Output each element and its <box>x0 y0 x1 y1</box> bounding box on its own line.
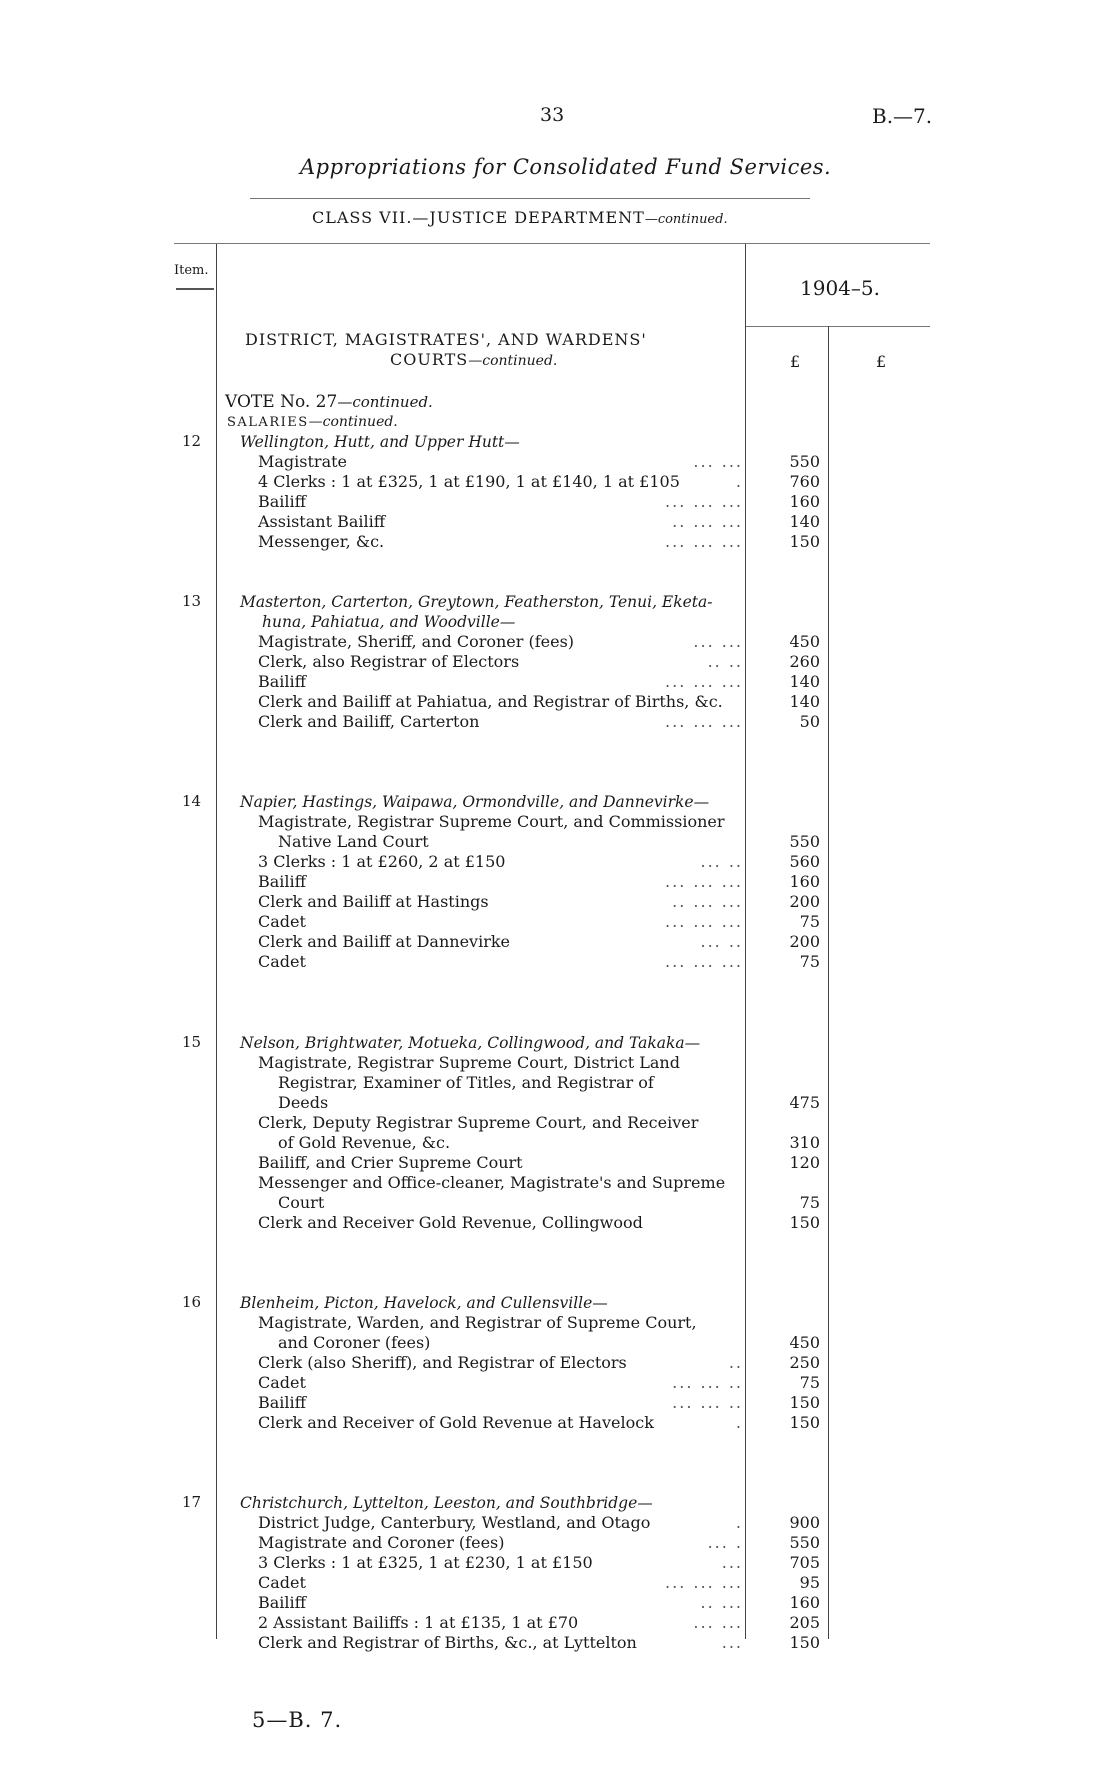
row-amount: 120 <box>789 1153 820 1172</box>
item-number: 16 <box>182 1293 202 1311</box>
leader-dots: ... ... .. <box>672 1393 743 1412</box>
row-amount: 450 <box>789 1333 820 1352</box>
salary-row <box>258 472 743 492</box>
row-amount: 560 <box>789 852 820 871</box>
leader-dots: .. ... ... <box>672 892 743 911</box>
row-text-continued: Deeds <box>278 1093 329 1112</box>
salary-row <box>258 452 743 472</box>
leader-dots: ... ... ... <box>665 712 743 731</box>
row-text: Bailiff <box>258 1393 307 1412</box>
salary-row-wrapped <box>258 812 743 852</box>
row-text: Bailiff <box>258 492 307 511</box>
row-amount: 75 <box>799 912 820 931</box>
signature-mark: 5—B. 7. <box>252 1708 343 1732</box>
row-text: Assistant Bailiff <box>258 512 386 531</box>
row-text: Clerk (also Sheriff), and Registrar of Electors <box>258 1353 627 1372</box>
leader-dots: ... ... ... <box>665 952 743 971</box>
salary-row <box>258 692 743 712</box>
leader-dots: ... ... ... <box>665 872 743 891</box>
salary-row <box>258 1513 743 1533</box>
leader-dots: .. ... ... <box>672 512 743 531</box>
pound-sign-amount: £ <box>790 352 801 371</box>
station-heading: Blenheim, Picton, Havelock, and Cullensville— <box>240 1294 608 1312</box>
row-amount: 140 <box>789 692 820 711</box>
station-heading <box>240 592 713 632</box>
row-amount: 900 <box>789 1513 820 1532</box>
year-heading: 1904–5. <box>800 276 880 300</box>
row-text: Clerk and Registrar of Births, &c., at Lyttelton <box>258 1633 637 1652</box>
row-amount: 250 <box>789 1353 820 1372</box>
item-number: 12 <box>182 432 202 450</box>
leader-dots: .. .. <box>707 652 743 671</box>
courts-heading-line1: DISTRICT, MAGISTRATES', AND WARDENS' <box>245 330 647 349</box>
salary-row <box>258 932 743 952</box>
salary-row <box>258 1393 743 1413</box>
row-amount: 160 <box>789 872 820 891</box>
salary-row <box>258 1213 743 1233</box>
leader-dots: ... ... <box>693 1613 743 1632</box>
leader-dots: ... .. <box>700 852 743 871</box>
row-amount: 205 <box>789 1613 820 1632</box>
row-amount: 475 <box>789 1093 820 1112</box>
leader-dots: ... ... ... <box>665 1573 743 1592</box>
row-text: Clerk and Bailiff at Pahiatua, and Registrar of Births, &c. <box>258 692 723 711</box>
row-amount: 150 <box>789 1213 820 1232</box>
row-amount: 310 <box>789 1133 820 1152</box>
class-title <box>312 208 728 227</box>
row-text: Cadet <box>258 912 306 931</box>
row-text: Magistrate <box>258 452 348 471</box>
salaries-label: SALARIES <box>227 415 309 430</box>
salary-row <box>258 872 743 892</box>
row-amount: 550 <box>789 1533 820 1552</box>
station-line1: Masterton, Carterton, Greytown, Featherston, Tenui, Eketa- <box>240 593 713 611</box>
station-heading: Wellington, Hutt, and Upper Hutt— <box>240 433 520 451</box>
salary-row <box>258 512 743 532</box>
row-text: Cadet <box>258 952 306 971</box>
courts-heading-line2 <box>245 350 647 371</box>
subtitle-rule <box>250 198 810 199</box>
row-text-continued: Registrar, Examiner of Titles, and Registrar of <box>278 1073 654 1092</box>
leader-dots: .. <box>728 1353 743 1372</box>
row-text-continued: and Coroner (fees) <box>278 1333 431 1352</box>
row-amount: 150 <box>789 1393 820 1412</box>
salary-row <box>258 652 743 672</box>
row-text: Bailiff <box>258 872 307 891</box>
leader-dots: . <box>735 472 743 491</box>
row-text: District Judge, Canterbury, Westland, and Otago <box>258 1513 651 1532</box>
salary-row <box>258 952 743 972</box>
vote-label: VOTE No. 27 <box>225 392 338 412</box>
salary-row <box>258 892 743 912</box>
row-text: Magistrate and Coroner (fees) <box>258 1533 505 1552</box>
row-text: Magistrate, Sheriff, and Coroner (fees) <box>258 632 575 651</box>
item-column-label: Item. <box>174 263 209 278</box>
row-text: 3 Clerks : 1 at £260, 2 at £150 <box>258 852 506 871</box>
page-number: 33 <box>540 104 565 126</box>
salary-row <box>258 712 743 732</box>
leader-dots: ... .. <box>700 932 743 951</box>
row-text: Cadet <box>258 1573 306 1592</box>
salary-row <box>258 852 743 872</box>
row-amount: 150 <box>789 532 820 551</box>
leader-dots: . <box>735 1513 743 1532</box>
leader-dots: ... ... <box>693 632 743 651</box>
leader-dots: ... ... ... <box>665 492 743 511</box>
salary-row <box>258 1613 743 1633</box>
salary-row <box>258 1633 743 1653</box>
row-amount: 705 <box>789 1553 820 1572</box>
salary-row <box>258 1153 743 1173</box>
row-text: 3 Clerks : 1 at £325, 1 at £230, 1 at £150 <box>258 1553 593 1572</box>
item-column-divider <box>216 244 217 1639</box>
row-amount: 95 <box>799 1573 820 1592</box>
row-text: 4 Clerks : 1 at £325, 1 at £190, 1 at £140, 1 at £105 <box>258 472 680 491</box>
row-amount: 450 <box>789 632 820 651</box>
row-amount: 550 <box>789 832 820 851</box>
row-amount: 200 <box>789 932 820 951</box>
row-amount: 200 <box>789 892 820 911</box>
item-number: 15 <box>182 1033 202 1051</box>
leader-dots: . <box>735 1413 743 1432</box>
leader-dots: ... ... ... <box>665 532 743 551</box>
row-text: Cadet <box>258 1373 306 1392</box>
salary-row <box>258 1353 743 1373</box>
amount-column-divider <box>745 244 746 1639</box>
salaries-heading <box>227 414 398 430</box>
pound-sign-total: £ <box>876 352 887 371</box>
salary-row <box>258 1553 743 1573</box>
row-amount: 150 <box>789 1413 820 1432</box>
vote-suffix: —continued. <box>337 393 433 411</box>
leader-dots: ... . <box>707 1533 743 1552</box>
station-heading: Nelson, Brightwater, Motueka, Collingwood, and Takaka— <box>240 1034 701 1052</box>
row-text: Clerk and Bailiff at Hastings <box>258 892 489 911</box>
row-amount: 75 <box>799 1373 820 1392</box>
row-amount: 75 <box>799 952 820 971</box>
salary-row-wrapped <box>258 1053 743 1113</box>
item-label-underline <box>176 288 214 290</box>
row-text: Magistrate, Registrar Supreme Court, and Commissioner <box>258 812 725 831</box>
item-number: 17 <box>182 1493 202 1511</box>
leader-dots: ... ... ... <box>665 912 743 931</box>
row-text: Clerk, Deputy Registrar Supreme Court, and Receiver <box>258 1113 699 1132</box>
courts-heading-suffix: —continued. <box>468 353 558 369</box>
row-text: Messenger, &c. <box>258 532 385 551</box>
row-text: Bailiff <box>258 1593 307 1612</box>
item-number: 14 <box>182 792 202 810</box>
row-amount: 50 <box>799 712 820 731</box>
salary-row <box>258 632 743 652</box>
row-amount: 140 <box>789 672 820 691</box>
row-amount: 75 <box>799 1193 820 1212</box>
vote-heading <box>225 392 433 412</box>
row-text-continued: of Gold Revenue, &c. <box>278 1133 451 1152</box>
salary-row-wrapped <box>258 1173 743 1213</box>
leader-dots: .. ... <box>700 1593 743 1612</box>
salary-row <box>258 672 743 692</box>
row-text: Clerk and Bailiff, Carterton <box>258 712 480 731</box>
row-text: Magistrate, Warden, and Registrar of Supreme Court, <box>258 1313 697 1332</box>
row-amount: 160 <box>789 1593 820 1612</box>
courts-heading-line2-text: COURTS <box>390 350 469 369</box>
item-number: 13 <box>182 592 202 610</box>
salary-row-wrapped <box>258 1313 743 1353</box>
salary-row <box>258 1573 743 1593</box>
salary-row-wrapped <box>258 1113 743 1153</box>
row-text: Messenger and Office-cleaner, Magistrate's and Supreme <box>258 1173 726 1192</box>
row-text: Magistrate, Registrar Supreme Court, District Land <box>258 1053 680 1072</box>
row-text: Bailiff <box>258 672 307 691</box>
row-text: 2 Assistant Bailiffs : 1 at £135, 1 at £70 <box>258 1613 579 1632</box>
total-column-divider <box>828 326 829 1639</box>
row-amount: 140 <box>789 512 820 531</box>
class-title-suffix: —continued. <box>644 212 728 227</box>
row-text-continued: Court <box>278 1193 325 1212</box>
row-text: Clerk and Receiver Gold Revenue, Collingwood <box>258 1213 643 1232</box>
station-line2: huna, Pahiatua, and Woodville— <box>262 613 516 631</box>
leader-dots: ... ... <box>693 452 743 471</box>
salary-row <box>258 1593 743 1613</box>
row-amount: 160 <box>789 492 820 511</box>
row-amount: 150 <box>789 1633 820 1652</box>
leader-dots: ... <box>721 1553 743 1572</box>
leader-dots: ... ... .. <box>672 1373 743 1392</box>
row-text-continued: Native Land Court <box>278 832 429 851</box>
document-reference: B.—7. <box>872 104 933 128</box>
row-amount: 550 <box>789 452 820 471</box>
page-subtitle: Appropriations for Consolidated Fund Services. <box>300 155 832 179</box>
row-text: Bailiff, and Crier Supreme Court <box>258 1153 523 1172</box>
salary-row <box>258 912 743 932</box>
salary-row <box>258 492 743 512</box>
row-amount: 760 <box>789 472 820 491</box>
salaries-suffix: —continued. <box>308 414 398 430</box>
salary-row <box>258 1413 743 1433</box>
year-rule <box>745 326 930 327</box>
row-text: Clerk and Bailiff at Dannevirke <box>258 932 510 951</box>
salary-row <box>258 1373 743 1393</box>
row-text: Clerk, also Registrar of Electors <box>258 652 520 671</box>
leader-dots: ... <box>721 1633 743 1652</box>
class-title-text: CLASS VII.—JUSTICE DEPARTMENT <box>312 208 645 227</box>
courts-heading <box>245 330 647 371</box>
leader-dots: ... ... ... <box>665 672 743 691</box>
salary-row <box>258 1533 743 1553</box>
header-rule <box>174 243 930 244</box>
salary-row <box>258 532 743 552</box>
station-heading: Christchurch, Lyttelton, Leeston, and Southbridge— <box>240 1494 653 1512</box>
row-text: Clerk and Receiver of Gold Revenue at Havelock <box>258 1413 654 1432</box>
row-amount: 260 <box>789 652 820 671</box>
station-heading: Napier, Hastings, Waipawa, Ormondville, and Dannevirke— <box>240 793 710 811</box>
